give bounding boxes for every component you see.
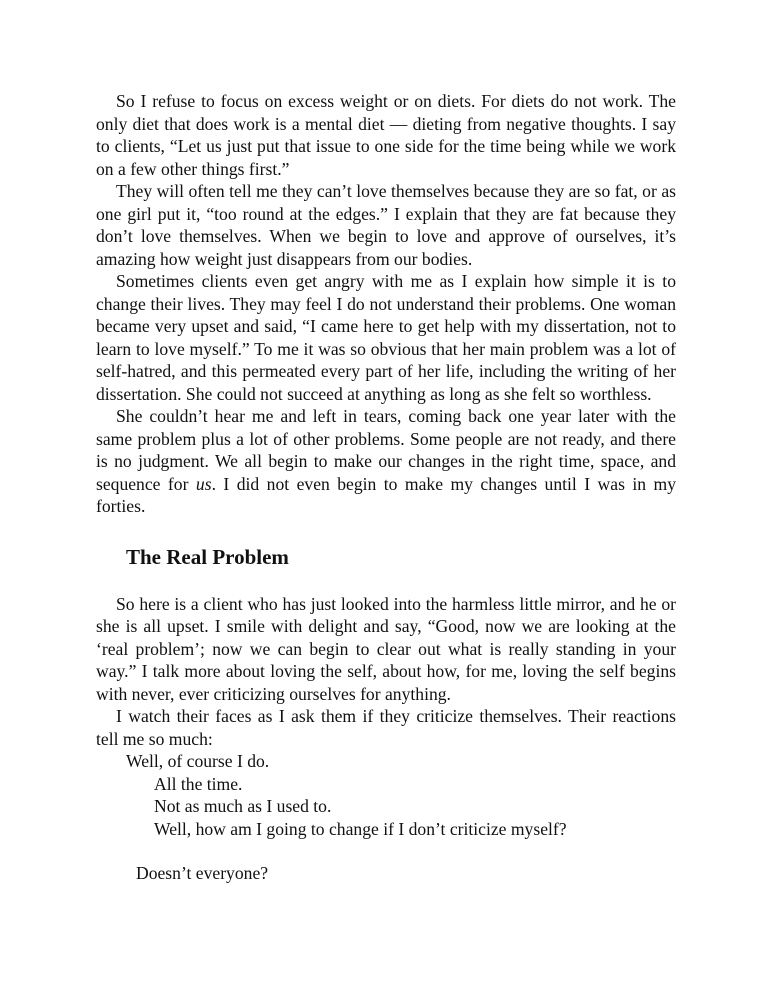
paragraph-love-themselves: They will often tell me they can’t love themselves because they are so fat, or as one girl put it, “too round at the edges.” I explain that they are fat because they don’t love themselves. When we begin to love and approve of ourselves, it’s amazing how weight just disappears from our bodies. bbox=[96, 181, 676, 269]
section-heading: The Real Problem bbox=[126, 544, 289, 569]
response-item: All the time. bbox=[154, 773, 243, 794]
paragraph-left-in-tears-part2: . I did not even begin to make my changes until I was in my forties. bbox=[96, 473, 676, 516]
response-item: Well, how am I going to change if I don’t criticize myself? bbox=[154, 818, 567, 839]
book-page bbox=[96, 90, 676, 885]
closing-line: Doesn’t everyone? bbox=[136, 863, 269, 883]
response-item: Well, of course I do. bbox=[126, 751, 270, 771]
response-item: Not as much as I used to. bbox=[154, 796, 332, 816]
paragraph-left-in-tears bbox=[96, 405, 676, 518]
paragraph-left-in-tears-part1: She couldn’t hear me and left in tears, coming back one year later with the same problem plus a lot of other problems. Some people are not ready, and there is no judgment. We all begin to make our changes in the right time, space, and sequence for bbox=[96, 406, 676, 494]
paragraph-mirror: So here is a client who has just looked into the harmless little mirror, and he or she is all upset. I smile with delight and say, “Good, now we are looking at the ‘real problem’; now we can begin to clear out what is really standing in your way.” I talk more about loving the self, about how, for me, loving the self begins with never, ever criticizing ourselves for anything. bbox=[96, 593, 676, 704]
paragraph-diets: So I refuse to focus on excess weight or on diets. For diets do not work. The only diet that does work is a mental diet — dieting from negative thoughts. I say to clients, “Let us just put that issue to one side for the time being while we work on a few other things first.” bbox=[96, 91, 676, 179]
paragraph-angry-clients: Sometimes clients even get angry with me as I explain how simple it is to change their lives. They may feel I do not understand their problems. One woman became very upset and said, “I came here to get help with my dissertation, not to learn to love myself.” To me it was so obvious that her main problem was a lot of self-hatred, and this permeated every part of her life, including the writing of her dissertation. She could not succeed at anything as long as she felt so worthless. bbox=[96, 271, 676, 404]
paragraph-watch-faces: I watch their faces as I ask them if they criticize themselves. Their reactions tell me so much: bbox=[96, 706, 676, 749]
client-responses bbox=[96, 750, 676, 840]
emphasis-us: us bbox=[195, 473, 212, 494]
